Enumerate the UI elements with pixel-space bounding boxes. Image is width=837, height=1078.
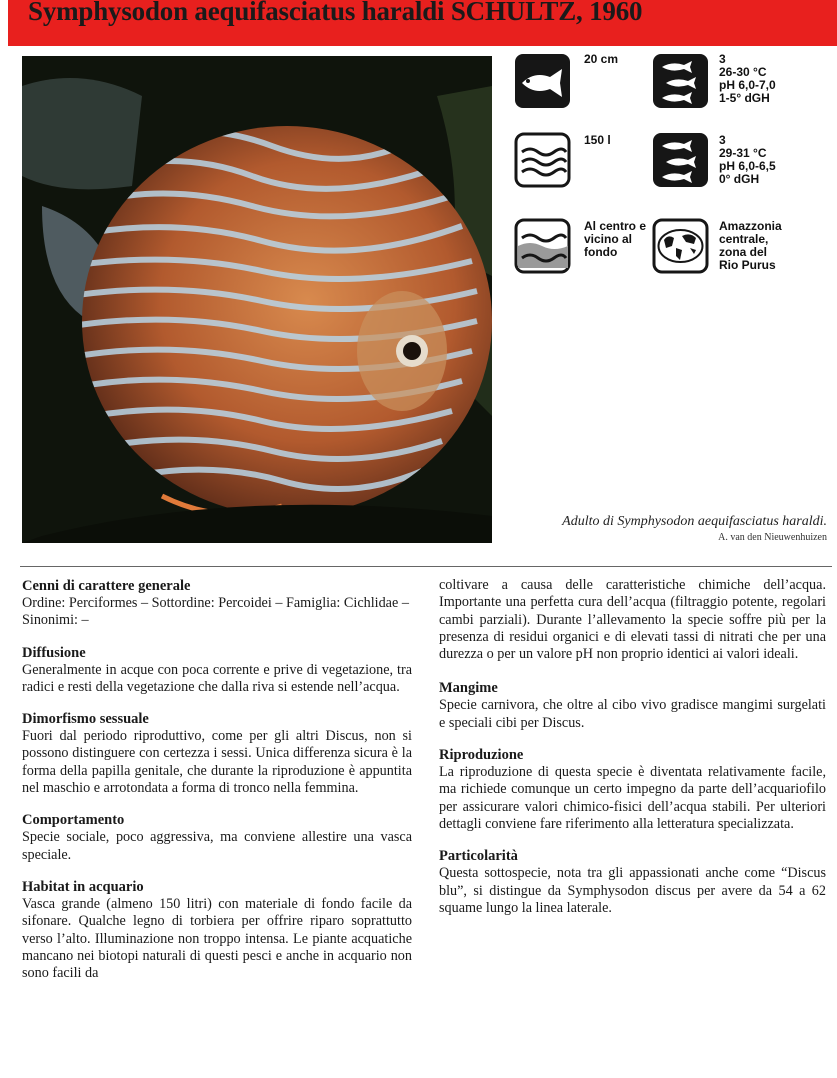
section-body: Generalmente in acque con poca corrente e prive di vegetazione, tra radici e resti della vegetazione che dalla riva si estende nell’acqua. [22, 661, 412, 695]
section-title: Mangime [439, 680, 498, 697]
section-particulars [439, 847, 826, 917]
water-volume-icon [514, 132, 571, 188]
left-column [22, 577, 412, 996]
page-title: Symphysodon aequifasciatus haraldi SCHULTZ, 1960 [28, 0, 643, 26]
size-text: 20 cm [584, 52, 619, 66]
water-layer-icon [514, 218, 571, 274]
section-behaviour [22, 811, 412, 864]
school-of-fish-icon-breeding [652, 132, 709, 188]
section-body: Specie sociale, poco aggressiva, ma conviene allestire una vasca speciale. [22, 829, 412, 863]
section-title: Comportamento [22, 812, 125, 829]
section-body: Vasca grande (almeno 150 litri) con materiale di fondo facile da sifonare. Qualche legno di torbiera per offrire riparo soprattutto verso l’alto. Illuminazione non troppo intensa. Le piante acquatiche mancano nei biotopi naturali di questi pesci e anche in acquario non sono facili da [22, 895, 412, 982]
water-params-text-2: 3 29-31 °C pH 6,0-6,5 0° dGH [719, 133, 776, 186]
title-banner [8, 0, 837, 46]
right-column [439, 577, 826, 931]
fish-size-icon [514, 53, 571, 109]
section-body: Ordine: Perciformes – Sottordine: Percoidei – Famiglia: Cichlidae – Sinonimi: – [22, 595, 409, 629]
fish-photo [22, 56, 492, 543]
section-title: Particolarità [439, 848, 518, 865]
section-distribution [22, 644, 412, 697]
swimming-zone-text: Al centro e vicino al fondo [584, 219, 647, 259]
section-body: Questa sottospecie, nota tra gli appassionati anche come “Discus blu”, si distingue da Symphysodon discus per avere da 54 a 62 squame lungo la linea laterale. [439, 865, 826, 916]
section-body: Fuori dal periodo riproduttivo, come per gli altri Discus, non si possono distinguere con certezza i sessi. Unica differenza sicura è la forma della papilla genitale, che durante la riproduzione è appuntita nel maschio e arrotondata a forma di tronco nella femmina. [22, 728, 412, 797]
origin-text: Amazzonia centrale, zona del Rio Purus [719, 219, 782, 272]
globe-icon [652, 218, 709, 274]
discus-fish-illustration [22, 56, 492, 543]
section-food [439, 679, 826, 732]
section-title: Dimorfismo sessuale [22, 711, 149, 728]
section-body: coltivare a causa delle caratteristiche chimiche dell’acqua. Importante una perfetta cura dell’acqua (filtraggio potente, regolari cambi parziali). Durante l’allevamento la specie soffre più per la presenza di residui organici e di elevati tassi di nitrati che per una durezza o per un valore pH non proprio identici ai valori ideali. [439, 577, 826, 663]
photo-credit: A. van den Nieuwenhuizen [718, 532, 827, 543]
info-icons-panel [514, 50, 837, 290]
section-reproduction [439, 746, 826, 833]
section-title: Habitat in acquario [22, 878, 144, 895]
section-title: Cenni di carattere generale [22, 578, 191, 594]
section-body: La riproduzione di questa specie è diventata relativamente facile, ma richiede comunque un certo impegno da parte dell’acquariofilo per assicurare valori chimico-fisici dell’acqua stabili. Per ulteriori dettagli conviene fare riferimento alla letteratura specializzata. [439, 764, 826, 832]
section-divider [20, 566, 832, 567]
section-aquarium-habitat [22, 878, 412, 982]
water-params-text-1: 3 26-30 °C pH 6,0-7,0 1-5° dGH [719, 52, 776, 105]
habitat-continuation [439, 577, 826, 663]
section-body: Specie carnivora, che oltre al cibo vivo gradisce mangimi surgelati e speciali cibi per Discus. [439, 697, 826, 731]
section-general [22, 577, 412, 630]
volume-text: 150 l [584, 133, 611, 147]
photo-caption [562, 514, 827, 543]
section-title: Riproduzione [439, 747, 524, 764]
section-title: Diffusione [22, 644, 86, 661]
school-of-fish-icon [652, 53, 709, 109]
section-dimorphism [22, 710, 412, 797]
caption-text: Adulto di Symphysodon aequifasciatus haraldi. [562, 514, 827, 529]
